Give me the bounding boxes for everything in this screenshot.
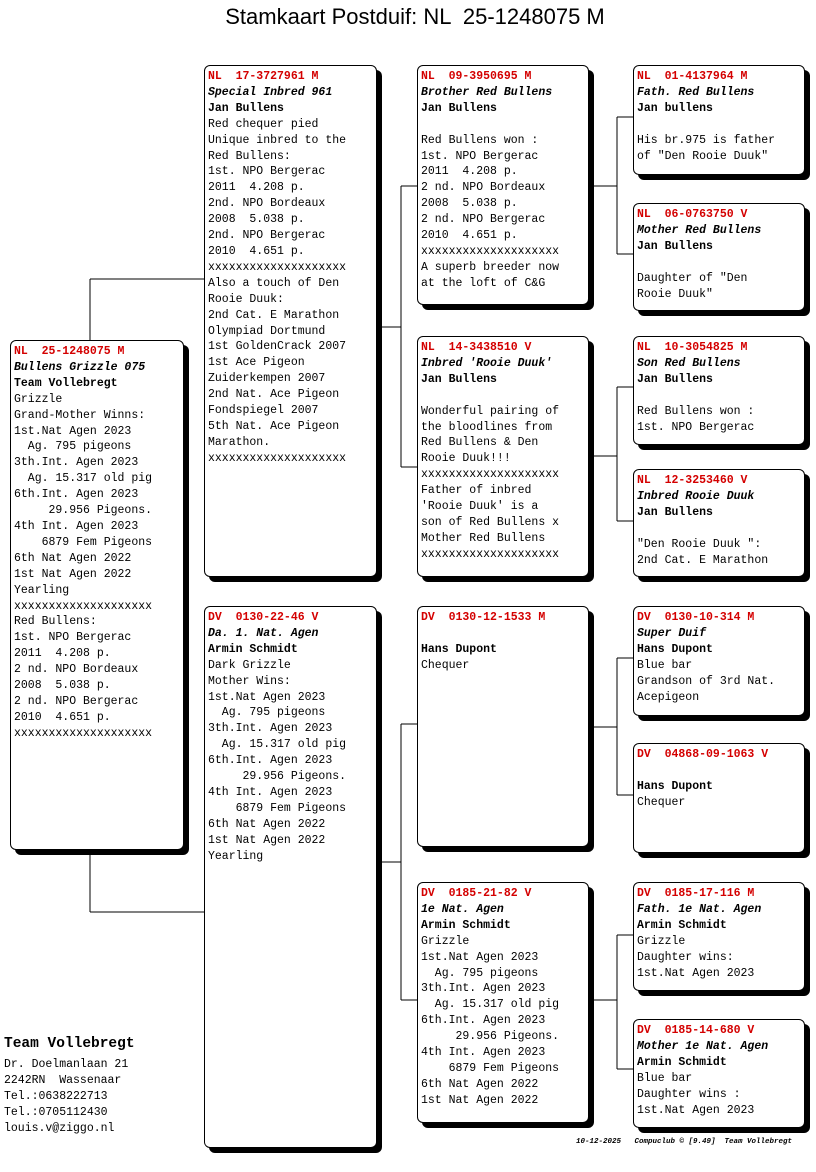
info-line: 6th.Int. Agen 2023 (14, 488, 139, 502)
pigeon-card-dam-sire (417, 606, 589, 847)
pigeon-card-dd-sire (633, 882, 805, 991)
info-line: 2011 4.208 p. (14, 647, 111, 661)
info-line: 2 nd. NPO Bergerac (421, 213, 546, 227)
breeder-phone-1: Tel.:0638222713 (4, 1090, 108, 1103)
owner-name: Armin Schmidt (637, 1055, 727, 1069)
info-line: 1st.Nat Agen 2023 (421, 950, 539, 964)
info-line: 6th Nat Agen 2022 (14, 551, 132, 565)
info-line: Dark Grizzle (208, 658, 291, 672)
ring-number: NL 10-3054825 M (637, 341, 748, 354)
info-line: Daughter wins : (637, 1087, 741, 1101)
pigeon-name (421, 626, 585, 642)
info-line: Red Bullens & Den (421, 436, 539, 450)
breeder-team: Team Vollebregt (4, 1036, 135, 1052)
info-line: His br.975 is father (637, 133, 776, 147)
info-line: 4th Int. Agen 2023 (14, 519, 139, 533)
pigeon-name: Inbred 'Rooie Duuk' (421, 356, 553, 370)
info-line: Red chequer pied (208, 117, 319, 131)
info-line: 2nd. NPO Bordeaux (208, 197, 326, 211)
info-line: 'Rooie Duuk' is a (421, 500, 539, 514)
info-line: Zuiderkempen 2007 (208, 372, 326, 386)
info-line: Ag. 15.317 old pig (208, 738, 347, 752)
ring-number: DV 0185-14-680 V (637, 1024, 755, 1037)
info-line: Wonderful pairing of (421, 404, 560, 418)
pigeon-name: Special Inbred 961 (208, 85, 333, 99)
pigeon-name (637, 763, 801, 779)
info-line: Red Bullens won : (637, 404, 755, 418)
pigeon-card-sire-sire (417, 65, 589, 305)
info-line: Ag. 15.317 old pig (14, 472, 153, 486)
info-line: Chequer (637, 795, 686, 809)
pigeon-card-dd-dam (633, 1019, 805, 1128)
info-line: Olympiad Dortmund (208, 324, 326, 338)
info-line: Ag. 15.317 old pig (421, 998, 560, 1012)
info-line: 1st Ace Pigeon (208, 356, 305, 370)
info-line: 1st GoldenCrack 2007 (208, 340, 347, 354)
info-line: Unique inbred to the (208, 133, 347, 147)
info-line: Also a touch of Den (208, 276, 340, 290)
pigeon-card-dam-dam (417, 882, 589, 1123)
info-line: at the loft of C&G (421, 276, 546, 290)
owner-name: Armin Schmidt (637, 918, 727, 932)
ring-number: NL 25-1248075 M (14, 345, 125, 358)
info-line: 1st Nat Agen 2022 (14, 567, 132, 581)
info-line: Father of inbred (421, 484, 532, 498)
breeder-info (4, 1034, 135, 1137)
owner-name: Jan Bullens (637, 372, 713, 386)
info-line: Red Bullens won : (421, 133, 539, 147)
info-line: 2008 5.038 p. (208, 213, 305, 227)
info-line: Red Bullens: (208, 149, 291, 163)
info-line: 1st Nat Agen 2022 (421, 1093, 539, 1107)
info-line: Red Bullens: (14, 615, 97, 629)
info-line: 29.956 Pigeons. (421, 1030, 560, 1044)
info-line: "Den Rooie Duuk ": (637, 537, 762, 551)
info-line: Blue bar (637, 1071, 693, 1085)
info-line: 29.956 Pigeons. (208, 770, 347, 784)
info-line: 2nd Cat. E Marathon (208, 308, 340, 322)
info-line: Mother Red Bullens (421, 531, 546, 545)
info-line: 29.956 Pigeons. (14, 504, 153, 518)
info-line: 2008 5.038 p. (14, 679, 111, 693)
ring-number: DV 0130-10-314 M (637, 611, 755, 624)
info-line: Rooie Duuk: (208, 292, 284, 306)
info-line: Grizzle (421, 934, 470, 948)
info-line: 6th.Int. Agen 2023 (208, 754, 333, 768)
info-line: 6th.Int. Agen 2023 (421, 1014, 546, 1028)
ring-number: DV 0130-22-46 V (208, 611, 319, 624)
info-line: 6879 Fem Pigeons (421, 1061, 560, 1075)
info-line (421, 117, 585, 133)
info-line: Blue bar (637, 658, 693, 672)
info-line: Rooie Duuk" (637, 287, 713, 301)
pigeon-name: Super Duif (637, 626, 707, 640)
info-line: 1st Nat Agen 2022 (208, 833, 326, 847)
owner-name: Jan Bullens (637, 505, 713, 519)
pigeon-card-sd-sire (633, 336, 805, 445)
info-line: 6879 Fem Pigeons (208, 801, 347, 815)
info-line: 2010 4.651 p. (208, 244, 305, 258)
info-line: 2011 4.208 p. (421, 165, 518, 179)
info-line: Ag. 795 pigeons (208, 706, 326, 720)
info-line: Fondspiegel 2007 (208, 404, 319, 418)
info-line: 2 nd. NPO Bordeaux (14, 663, 139, 677)
pigeon-card-dam (204, 606, 377, 1148)
info-line: 2 nd. NPO Bergerac (14, 694, 139, 708)
ring-number: NL 09-3950695 M (421, 70, 532, 83)
info-line: xxxxxxxxxxxxxxxxxxxx (14, 726, 153, 740)
ring-number: NL 14-3438510 V (421, 341, 532, 354)
pigeon-name: Da. 1. Nat. Agen (208, 626, 319, 640)
info-line (637, 388, 801, 404)
info-line: 1st.Nat Agen 2023 (14, 424, 132, 438)
info-line: Yearling (14, 583, 70, 597)
pigeon-card-ss-sire (633, 65, 805, 175)
info-line: xxxxxxxxxxxxxxxxxxxx (208, 451, 347, 465)
info-line: 2nd Nat. Ace Pigeon (208, 388, 340, 402)
info-line: xxxxxxxxxxxxxxxxxxxx (14, 599, 153, 613)
owner-name: Jan Bullens (208, 101, 284, 115)
pigeon-name: Mother 1e Nat. Agen (637, 1039, 769, 1053)
owner-name: Jan Bullens (421, 101, 497, 115)
pigeon-card-sd-dam (633, 469, 805, 577)
info-line: Marathon. (208, 435, 271, 449)
owner-name: Hans Dupont (637, 642, 713, 656)
ring-number: DV 0130-12-1533 M (421, 611, 546, 624)
info-line: 1st. NPO Bergerac (14, 631, 132, 645)
pigeon-name: Brother Red Bullens (421, 85, 553, 99)
pigeon-name: Son Red Bullens (637, 356, 741, 370)
pigeon-card-sire (204, 65, 377, 577)
info-line: 3th.Int. Agen 2023 (421, 982, 546, 996)
pigeon-card-ss-dam (633, 203, 805, 311)
info-line: xxxxxxxxxxxxxxxxxxxx (208, 260, 347, 274)
owner-name: Armin Schmidt (421, 918, 511, 932)
info-line: son of Red Bullens x (421, 515, 560, 529)
info-line: xxxxxxxxxxxxxxxxxxxx (421, 547, 560, 561)
info-line: the bloodlines from (421, 420, 553, 434)
info-line (637, 117, 801, 133)
info-line: 1st.Nat Agen 2023 (637, 966, 755, 980)
info-line: Chequer (421, 658, 470, 672)
pigeon-card-ds-sire (633, 606, 805, 716)
pigeon-card-subject (10, 340, 184, 850)
owner-name: Jan Bullens (637, 239, 713, 253)
info-line: Mother Wins: (208, 674, 291, 688)
info-line: xxxxxxxxxxxxxxxxxxxx (421, 244, 560, 258)
owner-name: Hans Dupont (637, 779, 713, 793)
info-line: 2011 4.208 p. (208, 181, 305, 195)
pigeon-name: Fath. 1e Nat. Agen (637, 902, 762, 916)
pigeon-card-sire-dam (417, 336, 589, 577)
info-line (637, 255, 801, 271)
info-line: A superb breeder now (421, 260, 560, 274)
info-line: Acepigeon (637, 690, 700, 704)
info-line: Daughter of "Den (637, 271, 748, 285)
info-line: 5th Nat. Ace Pigeon (208, 419, 340, 433)
info-line: Grandson of 3rd Nat. (637, 674, 776, 688)
info-line: Rooie Duuk!!! (421, 452, 511, 466)
footer-credit: 10-12-2025 Compuclub © [9.49] Team Vollebregt (576, 1138, 793, 1146)
ring-number: NL 12-3253460 V (637, 474, 748, 487)
pigeon-name: Mother Red Bullens (637, 223, 762, 237)
info-line (637, 521, 801, 537)
info-line: 3th.Int. Agen 2023 (14, 456, 139, 470)
ring-number: DV 04868-09-1063 V (637, 748, 769, 761)
info-line: 2nd. NPO Bergerac (208, 229, 326, 243)
breeder-email: louis.v@ziggo.nl (4, 1122, 115, 1135)
ring-number: DV 0185-21-82 V (421, 887, 532, 900)
pigeon-card-ds-dam (633, 743, 805, 853)
info-line (421, 388, 585, 404)
info-line: xxxxxxxxxxxxxxxxxxxx (421, 468, 560, 482)
info-line: Grizzle (14, 392, 63, 406)
info-line: 1st.Nat Agen 2023 (208, 690, 326, 704)
breeder-address: Dr. Doelmanlaan 21 (4, 1058, 129, 1071)
info-line: Grand-Mother Winns: (14, 408, 146, 422)
info-line: Ag. 795 pigeons (14, 440, 132, 454)
info-line: 1st. NPO Bergerac (208, 165, 326, 179)
owner-name: Team Vollebregt (14, 376, 118, 390)
info-line: 1st. NPO Bergerac (637, 420, 755, 434)
owner-name: Jan Bullens (421, 372, 497, 386)
info-line: 2008 5.038 p. (421, 197, 518, 211)
ring-number: NL 06-0763750 V (637, 208, 748, 221)
breeder-phone-2: Tel.:0705112430 (4, 1106, 108, 1119)
breeder-postal: 2242RN Wassenaar (4, 1074, 122, 1087)
info-line: 1st.Nat Agen 2023 (637, 1103, 755, 1117)
info-line: 2010 4.651 p. (14, 710, 111, 724)
info-line: Grizzle (637, 934, 686, 948)
owner-name: Jan bullens (637, 101, 713, 115)
info-line: Ag. 795 pigeons (421, 966, 539, 980)
info-line: 6th Nat Agen 2022 (421, 1077, 539, 1091)
info-line: Daughter wins: (637, 950, 734, 964)
owner-name: Hans Dupont (421, 642, 497, 656)
info-line: 4th Int. Agen 2023 (208, 785, 333, 799)
ring-number: DV 0185-17-116 M (637, 887, 755, 900)
info-line: 6th Nat Agen 2022 (208, 817, 326, 831)
info-line: 2 nd. NPO Bordeaux (421, 181, 546, 195)
pigeon-name: Fath. Red Bullens (637, 85, 755, 99)
pigeon-name: 1e Nat. Agen (421, 902, 504, 916)
info-line: 1st. NPO Bergerac (421, 149, 539, 163)
info-line: Yearling (208, 849, 264, 863)
info-line: 6879 Fem Pigeons (14, 535, 153, 549)
info-line: 3th.Int. Agen 2023 (208, 722, 333, 736)
pigeon-name: Inbred Rooie Duuk (637, 489, 755, 503)
owner-name: Armin Schmidt (208, 642, 298, 656)
ring-number: NL 17-3727961 M (208, 70, 319, 83)
info-line: 2010 4.651 p. (421, 229, 518, 243)
pigeon-name: Bullens Grizzle 075 (14, 360, 146, 374)
ring-number: NL 01-4137964 M (637, 70, 748, 83)
info-line: of "Den Rooie Duuk" (637, 149, 769, 163)
page-title: Stamkaart Postduif: NL 25-1248075 M (225, 4, 605, 29)
info-line: 2nd Cat. E Marathon (637, 553, 769, 567)
info-line: 4th Int. Agen 2023 (421, 1046, 546, 1060)
